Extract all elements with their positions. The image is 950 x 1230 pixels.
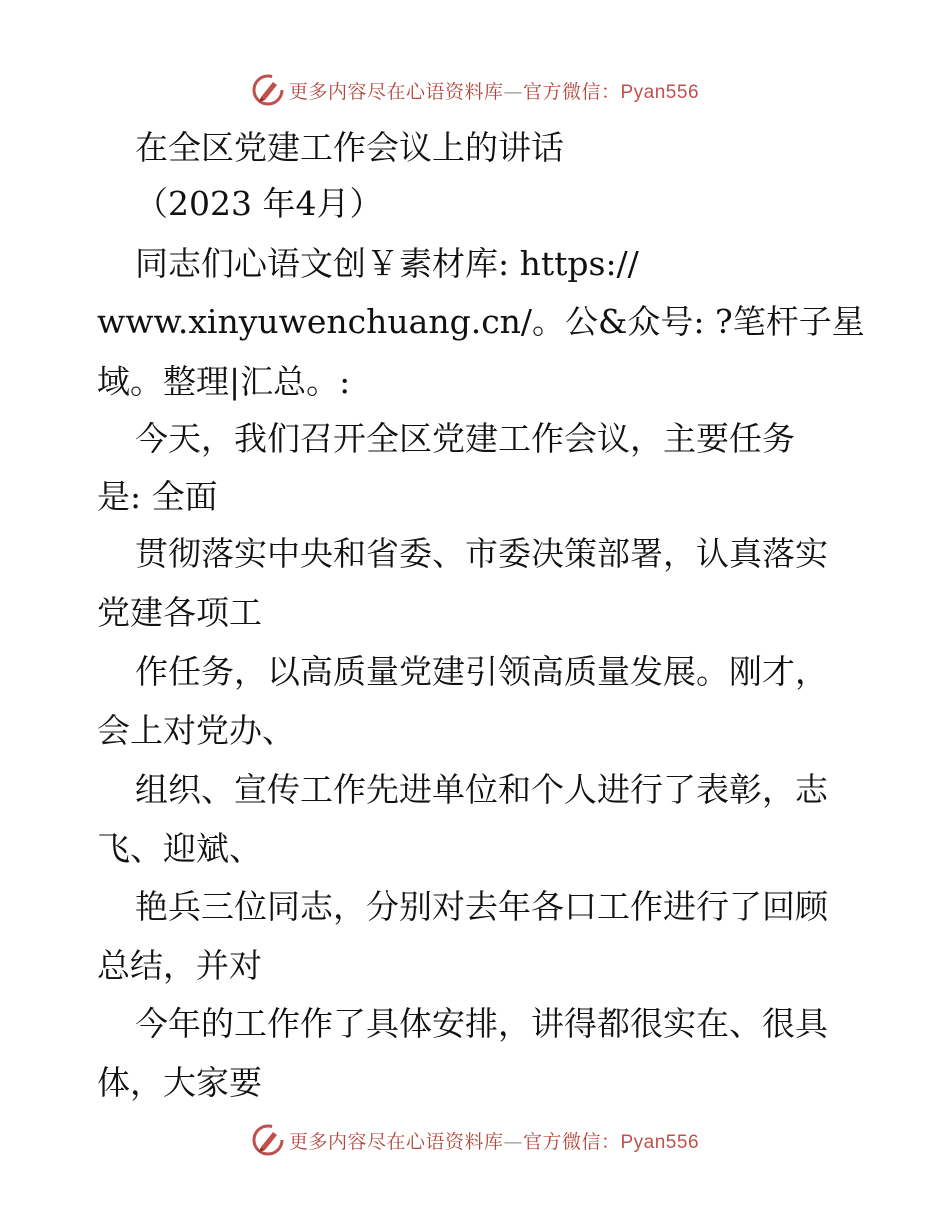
text-line: 体，大家要	[97, 1063, 262, 1102]
text-line: 今年的工作作了具体安排，讲得都很实在、很具	[135, 1004, 828, 1043]
text-line: 党建各项工	[97, 593, 262, 632]
footer-banner	[0, 1120, 950, 1160]
footer-wechat-label: 官方微信：	[522, 1130, 621, 1153]
text-line: www.xinyuwenchuang.cn/。公&众号: ?笔杆子星	[97, 302, 865, 341]
text-line: 域。整理|汇总。:	[97, 362, 351, 401]
text-line: 总结，并对	[97, 946, 262, 985]
text-line: 是: 全面	[97, 477, 218, 516]
header-banner-main: 更多内容尽在心语资料库	[288, 80, 504, 103]
header-banner-sep: —	[503, 80, 523, 103]
text-line: 同志们心语文创￥素材库: https://	[135, 244, 639, 283]
footer-wechat-id: Pyan556	[620, 1131, 700, 1153]
pen-logo-icon	[251, 73, 285, 107]
header-wechat-label: 官方微信：	[522, 80, 621, 103]
text-line: 飞、迎斌、	[97, 829, 262, 868]
text-line: 会上对党办、	[97, 711, 295, 750]
document-title: 在全区党建工作会议上的讲话	[135, 128, 564, 167]
header-wechat-id: Pyan556	[620, 81, 700, 103]
header-banner	[0, 70, 950, 110]
text-line: 艳兵三位同志，分别对去年各口工作进行了回顾	[135, 887, 828, 926]
text-line: 作任务，以高质量党建引领高质量发展。刚才，	[135, 652, 828, 691]
footer-banner-sep: —	[503, 1130, 523, 1153]
text-line: 今天，我们召开全区党建工作会议，主要任务	[135, 419, 795, 458]
document-date: （2023 年4月）	[135, 184, 383, 223]
footer-banner-main: 更多内容尽在心语资料库	[288, 1130, 504, 1153]
text-line: 组织、宣传工作先进单位和个人进行了表彰，志	[135, 770, 828, 809]
header-banner-text	[289, 77, 699, 104]
text-line: 贯彻落实中央和省委、市委决策部署，认真落实	[135, 534, 828, 573]
footer-banner-text	[289, 1127, 699, 1154]
pen-logo-icon	[251, 1123, 285, 1157]
